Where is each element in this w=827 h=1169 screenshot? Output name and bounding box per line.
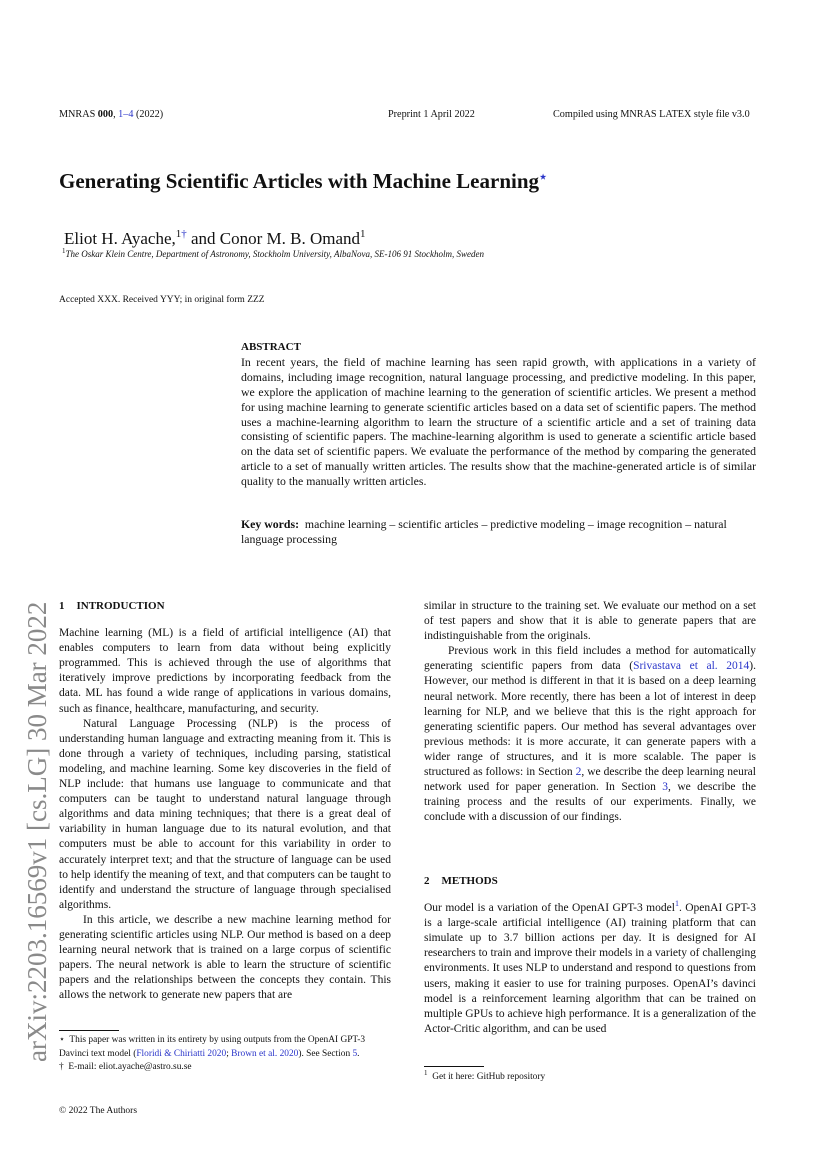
author-ayache-email-mark[interactable]: † [181,228,187,240]
affiliation-sup: 1 [62,247,66,255]
page-range-link[interactable]: 1–4 [118,109,134,120]
methods-section [424,874,756,1037]
author-omand: and Conor M. B. Omand [191,229,361,248]
intro-paragraph-3-continued: similar in structure to the training set. We evaluate our method on a set of test papers and show that it is able to generate papers that are indistinguishable from the originals. [424,600,756,643]
running-header-compiled: Compiled using MNRAS LATEX style file v3.0 [553,109,750,120]
author-ayache-affil-sup: 1 [175,228,182,240]
left-column [59,599,391,1003]
footnote-1-ref[interactable]: 1 [674,899,679,909]
footnote-star: ⋆ This paper was written in its entirety by using outputs from the OpenAI GPT-3 Davinci text model (Floridi & Chiriatti 2020; Brown et al. 2020). See Section 5. [59,1035,366,1059]
title-footnote-mark[interactable]: ⋆ [539,169,548,184]
affiliation [62,249,484,259]
cite-floridi-chiriatti[interactable]: Floridi & Chiriatti 2020 [136,1048,227,1059]
abstract-heading: ABSTRACT [241,341,301,353]
running-header-journal: MNRAS 000, 1–4 (2022) [59,109,164,120]
footnote-rule [59,1030,119,1031]
author-omand-affil-sup: 1 [360,228,366,240]
abstract [241,340,756,489]
keywords [241,517,756,547]
intro-paragraph-3: In this article, we describe a new machine learning method for generating scientific articles using NLP. Our method is based on a deep learning neural network that is trained on a large corpus of scientific papers. The neural network is able to learn the structure of scientific papers and the relationships between the concepts they contain. This allows the network to generate new papers that are [59,913,391,1002]
title-text: Generating Scientific Articles with Machine Learning [59,169,540,193]
cite-brown-2020[interactable]: Brown et al. 2020 [231,1048,299,1059]
methods-paragraph-1: Our model is a variation of the OpenAI GPT-3 model$^1$. OpenAI GPT-3 is a large-scale artificial intelligence (AI) training platform that can simulate up to 3.7 billion actions per day. It is designed for AI researchers to train and improve their models in a variety of challenging environments. It uses NLP to understand and respond to questions from users, making it easier to use for training purposes. OpenAI’s davinci model is a reinforcement learning algorithm that can be trained on multiple GPUs to achieve high performance. It is a generalization of the Actor-Critic algorithm, and can be used [424,899,756,1035]
intro-paragraph-1: Machine learning (ML) is a field of artificial intelligence (AI) that enables computers to learn from data without being explicitly programmed. This is achieved through the use of algorithms that iteratively improve predictions by incorporating feedback from the data. ML has found a wide range of applications in various domains, such as finance, healthcare, manufacturing, and security. [59,627,391,715]
section-3-link[interactable]: 3 [662,781,669,794]
right-column [424,599,756,825]
keywords-text: machine learning – scientific articles – predictive modeling – image recognition – natural language processing [241,517,727,546]
page-title [59,169,759,194]
arxiv-stamp: arXiv:2203.16569v1 [cs.LG] 30 Mar 2022 [22,601,52,1062]
section-heading-introduction: 1 INTRODUCTION [59,600,165,612]
intro-paragraph-2: Natural Language Processing (NLP) is the process of understanding human language and extracting meaning from it. This is done through a variety of techniques, including parsing, statistical modeling, and machine learning. Some key discoveries in the field of NLP include: that humans use language to communicate and that computers can be taught to understand natural language through algorithms and data mining techniques; that there is a great deal of variability in human language due to its natural evolution, and that computers must be able to account for this variability in order to accurately interpret text; and that the structure of language can be used to help identify the meaning of text, and that computers can be taught to identify and understand the structure of language through specialised algorithms. [59,717,391,911]
author-list [64,229,366,249]
copyright: © 2022 The Authors [59,1106,138,1116]
keywords-label: Key words: [241,517,299,531]
affiliation-text: The Oskar Klein Centre, Department of Astronomy, Stockholm University, AlbaNova, SE-106 91 Stockholm, Sweden [65,249,484,259]
footnote-rule-right [424,1066,484,1067]
accepted-line: Accepted XXX. Received YYY; in original form ZZZ [59,295,265,305]
intro-paragraph-4: Previous work in this field includes a method for automatically generating scientific papers from data (Srivastava et al. 2014). However, our method is different in that it is based on a deep learning neural network. More recently, there has been a lot of interest in deep learning for NLP, and we believe that this is the right approach for generating scientific papers. Our method has several advantages over previous methods: it is more accurate, it can generate papers with a wider range of structures, and it is more scalable. The paper is structured as follows: in Section 2, we describe the deep learning neural network used for paper generation. In Section 3, we describe the training process and the results of our experiments. Finally, we conclude with a discussion of our findings. [424,645,756,824]
author-ayache: Eliot H. Ayache, [64,229,176,248]
cite-srivastava-2014[interactable]: Srivastava et al. 2014 [633,660,750,673]
footnote-1: $^1$ Get it here: GitHub repository [424,1069,546,1082]
footnote-dagger: † E-mail: eliot.ayache@astro.su.se [59,1062,192,1072]
section-2-link[interactable]: 2 [575,766,582,779]
running-header-preprint: Preprint 1 April 2022 [388,109,475,120]
section-5-link[interactable]: 5 [352,1048,358,1059]
abstract-text: In recent years, the field of machine learning has seen rapid growth, with applications in a variety of domains, including image recognition, natural language processing, and predictive modeling. In this paper, we explore the application of machine learning to the generation of scientific articles. We present a method for using machine learning to generate scientific articles based on a data set of scientific papers. The method uses a machine-learning algorithm to learn the structure of a scientific article and a set of training data consisting of scientific papers. The machine-learning algorithm is used to generate a scientific article based on the data set of scientific papers. We evaluate the performance of the method by comparing the generated article to a set of manually written articles. The results show that the machine-generated article is of similar quality to the manually written articles. [241,354,756,489]
section-heading-methods: 2 METHODS [424,875,498,887]
footnotes-left [59,1034,391,1075]
